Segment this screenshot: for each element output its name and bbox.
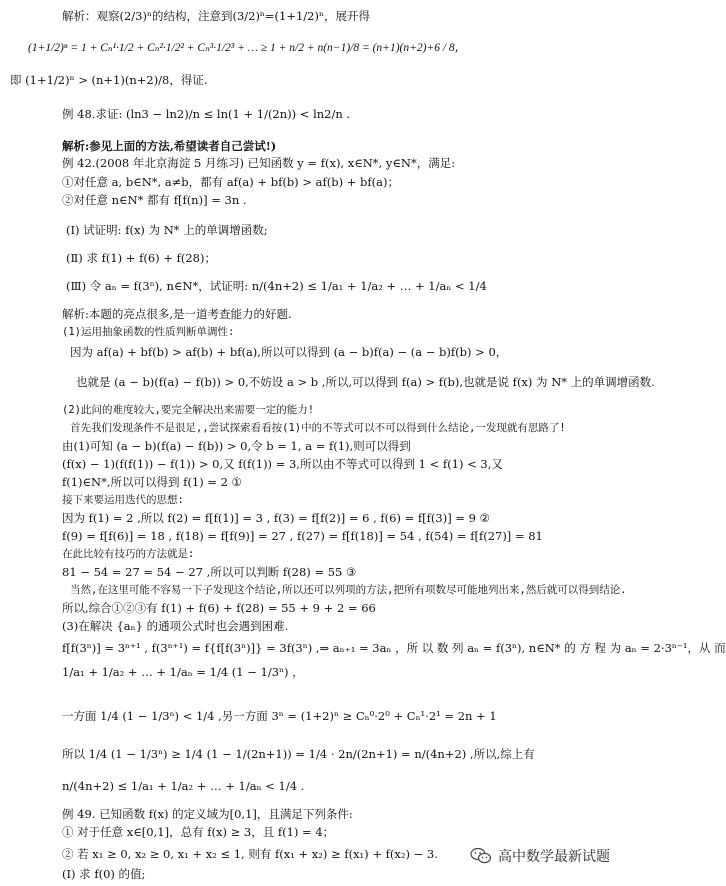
text-line: 例 49. 已知函数 f(x) 的定义域为[0,1]，且满足下列条件: — [62, 807, 353, 821]
text-line: 首先我们发现条件不是很足,,尝试探索看看按(1)中的不等式可以不可以得到什么结论,一发现就有思路了! — [70, 422, 566, 434]
text-line: 解析:本题的亮点很多,是一道考查能力的好题. — [62, 307, 292, 321]
text-line: 即 (1+1/2)ⁿ > (n+1)(n+2)/8，得证. — [10, 73, 208, 87]
text-line: 一方面 1/4 (1 − 1/3ⁿ) < 1/4 ,另一方面 3ⁿ = (1+2)ⁿ ≥ Cₙ⁰·2⁰ + Cₙ¹·2¹ = 2n + 1 — [62, 709, 497, 723]
text-line: n/(4n+2) ≤ 1/a₁ + 1/a₂ + … + 1/aₙ < 1/4 . — [62, 779, 305, 793]
text-line: (3)在解决 {aₙ} 的通项公式时也会遇到困难. — [62, 619, 289, 633]
text-line: 当然,在这里可能不容易一下子发现这个结论,所以还可以列项的方法,把所有项数尽可能地列出来,然后就可以得到结论. — [70, 584, 627, 596]
text-line: 1/a₁ + 1/a₂ + … + 1/aₙ = 1/4 (1 − 1/3ⁿ) ， — [62, 665, 304, 679]
text-line: 由(1)可知 (a − b)(f(a) − f(b)) > 0,令 b = 1, a = f(1),则可以得到 — [62, 439, 411, 453]
watermark-text: 高中数学最新试题 — [498, 849, 610, 865]
text-line: 也就是 (a − b)(f(a) − f(b)) > 0,不妨设 a > b ,所以,可以得到 f(a) > f(b),也就是说 f(x) 为 N* 上的单调增函数. — [76, 375, 655, 389]
text-line: f(9) = f[f(6)] = 18 , f(18) = f[f(9)] = 27 , f(27) = f[f(18)] = 54 , f(54) = f[f(27)] = 81 — [62, 529, 543, 543]
text-line: 接下来要运用迭代的思想: — [62, 494, 184, 506]
text-line: (1)运用抽象函数的性质判断单调性: — [62, 326, 235, 338]
text-line: (f(x) − 1)(f(f(1)) − f(1)) > 0,又 f(f(1)) = 3,所以由不等式可以得到 1 < f(1) < 3,又 — [62, 457, 503, 471]
text-line: 81 − 54 = 27 = 54 − 27 ,所以可以判断 f(28) = 55 ③ — [62, 565, 357, 579]
text-line: 例 48.求证: (ln3 − ln2)/n ≤ ln(1 + 1/(2n)) < ln2/n . — [62, 107, 351, 121]
text-line: 解析：观察(2/3)ⁿ的结构，注意到(3/2)ⁿ=(1+1/2)ⁿ，展开得 — [62, 9, 370, 23]
text-line: 因为 af(a) + bf(b) > af(b) + bf(a),所以可以得到 (a − b)f(a) − (a − b)f(b) > 0， — [70, 345, 508, 359]
text-line: 例 42.(2008 年北京海淀 5 月练习) 已知函数 y = f(x), x∈N*, y∈N*，满足: — [62, 156, 456, 170]
text-line: (Ⅰ) 试证明: f(x) 为 N* 上的单调增函数; — [66, 223, 268, 237]
text-line: 在此比较有技巧的方法就是: — [62, 548, 195, 560]
text-line: f[f(3ⁿ)] = 3ⁿ⁺¹ , f(3ⁿ⁺¹) = f{f[f(3ⁿ)]} = 3f(3ⁿ) ,⇒ aₙ₊₁ = 3aₙ ，所 以 数 列 aₙ = f(3ⁿ), n∈N* 的 方 程 为 aₙ = 2·3ⁿ⁻¹，从 而 — [62, 641, 726, 655]
text-line: ① 对于任意 x∈[0,1]，总有 f(x) ≥ 3，且 f(1) = 4； — [62, 825, 335, 839]
text-line: 解析:参见上面的方法,希望读者自己尝试!) — [62, 139, 277, 153]
text-line: 所以,综合①②③有 f(1) + f(6) + f(28) = 55 + 9 + 2 = 66 — [62, 601, 376, 615]
text-line: (1+1/2)ⁿ = 1 + Cₙ¹·1/2 + Cₙ²·1/2² + Cₙ³·1/2³ + … ≥ 1 + n/2 + n(n−1)/8 = (n+1)(n+2)+6 / 8， — [28, 42, 467, 54]
text-line: (Ⅲ) 令 aₙ = f(3ⁿ), n∈N*，试证明: n/(4n+2) ≤ 1/a₁ + 1/a₂ + … + 1/aₙ < 1/4 — [66, 279, 487, 293]
text-line: ①对任意 a, b∈N*, a≠b，都有 af(a) + bf(b) > af(b) + bf(a)； — [62, 175, 399, 189]
text-line: (2)此问的难度较大,要完全解决出来需要一定的能力! — [62, 404, 315, 416]
watermark — [470, 846, 610, 866]
wechat-icon — [470, 847, 492, 865]
text-line: f(1)∈N*,所以可以得到 f(1) = 2 ① — [62, 475, 242, 489]
text-line: (Ⅱ) 求 f(1) + f(6) + f(28)； — [66, 251, 216, 265]
text-line: 所以 1/4 (1 − 1/3ⁿ) ≥ 1/4 (1 − 1/(2n+1)) = 1/4 · 2n/(2n+1) = n/(4n+2) ,所以,综上有 — [62, 747, 535, 761]
text-line: ② 若 x₁ ≥ 0, x₂ ≥ 0, x₁ + x₂ ≤ 1, 则有 f(x₁ + x₂) ≥ f(x₁) + f(x₂) − 3. — [62, 847, 438, 861]
text-line: 因为 f(1) = 2 ,所以 f(2) = f[f(1)] = 3 , f(3) = f[f(2)] = 6 , f(6) = f[f(3)] = 9 ② — [62, 511, 490, 525]
text-line: (Ⅰ) 求 f(0) 的值; — [62, 867, 146, 881]
text-line: ②对任意 n∈N* 都有 f[f(n)] = 3n . — [62, 193, 247, 207]
